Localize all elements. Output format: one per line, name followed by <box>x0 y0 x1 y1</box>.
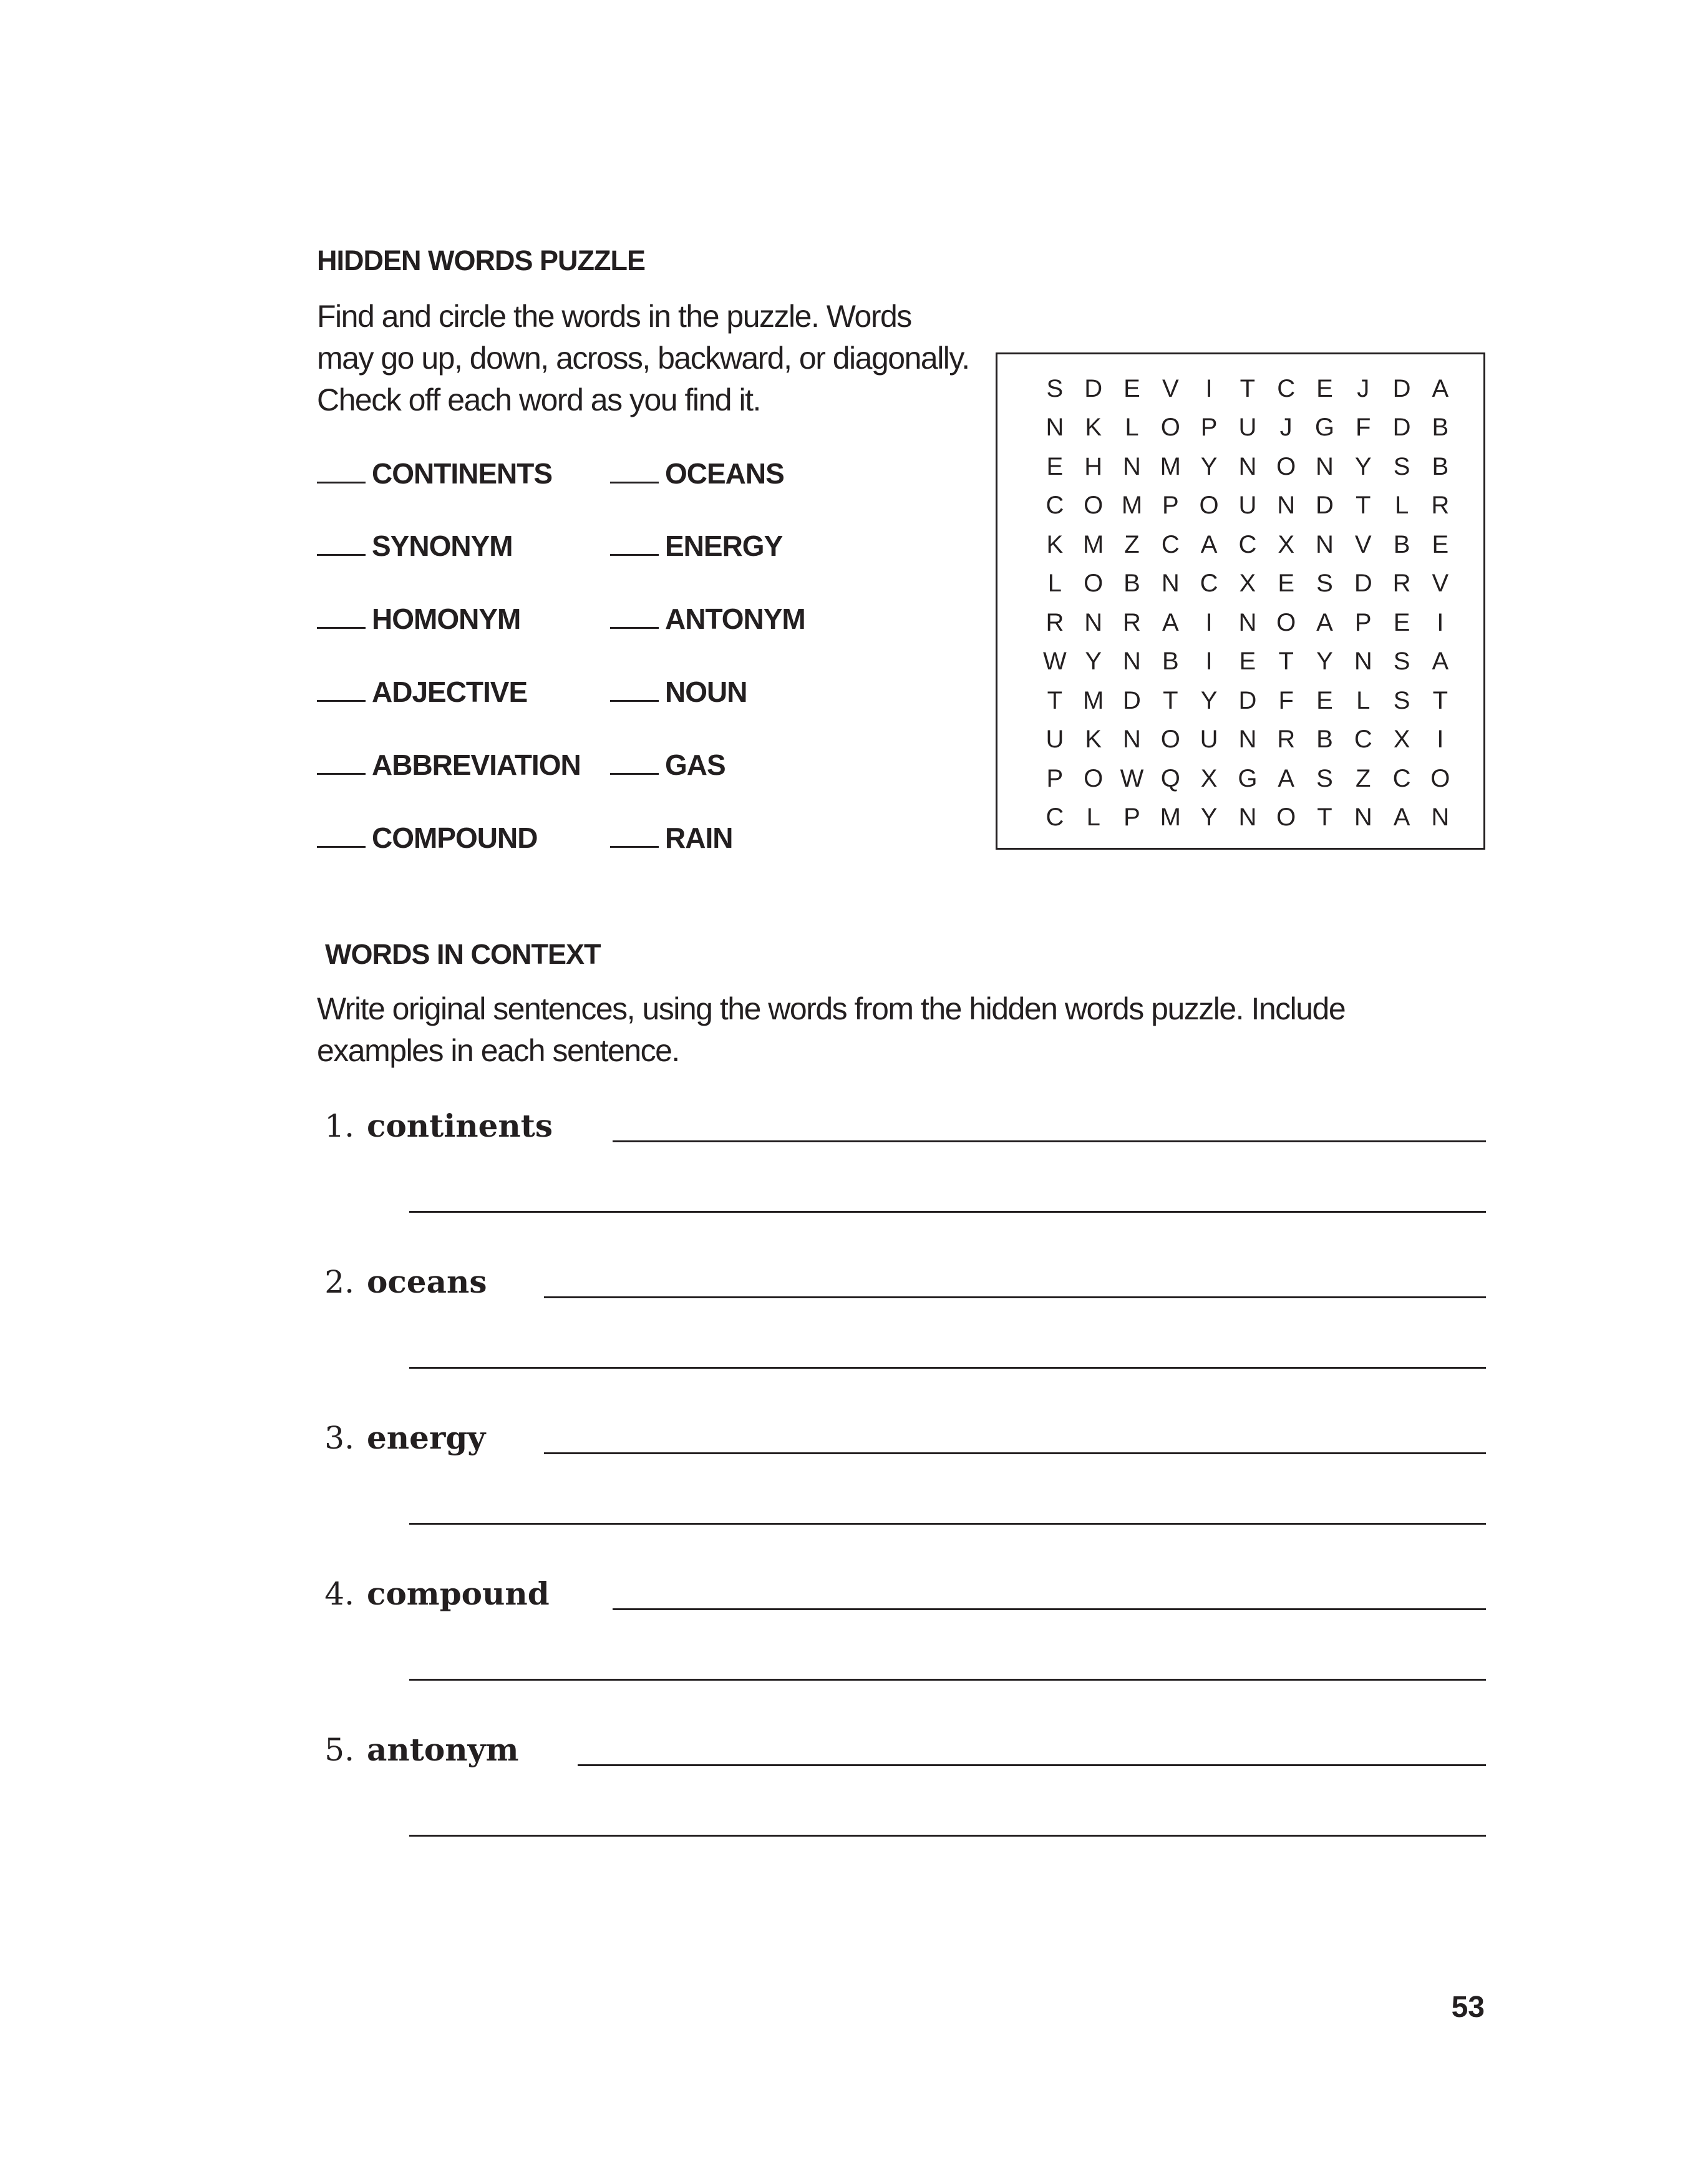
grid-letter[interactable]: D <box>1354 570 1372 598</box>
item-number: 4. <box>324 1576 354 1612</box>
grid-letter[interactable]: X <box>1278 530 1295 558</box>
grid-letter[interactable]: H <box>1084 452 1103 480</box>
grid-row <box>1036 721 1460 760</box>
puzzle-instructions <box>317 296 969 421</box>
grid-letter[interactable]: P <box>1046 764 1064 792</box>
grid-letter[interactable]: N <box>1238 726 1257 754</box>
grid-letter[interactable]: O <box>1084 570 1104 598</box>
grid-letter[interactable]: D <box>1084 374 1103 402</box>
grid-letter[interactable]: W <box>1120 764 1144 792</box>
grid-letter[interactable]: I <box>1437 608 1444 636</box>
checklist-item[interactable]: ABBREVIATION <box>317 748 581 782</box>
word-search-grid <box>996 352 1485 850</box>
checklist-item[interactable]: OCEANS <box>610 457 784 490</box>
grid-letter[interactable]: I <box>1437 726 1444 754</box>
grid-letter[interactable]: T <box>1047 686 1063 714</box>
checklist-item[interactable]: RAIN <box>610 821 732 855</box>
grid-letter[interactable]: D <box>1392 414 1411 442</box>
check-blank[interactable] <box>610 606 659 629</box>
grid-letter[interactable]: F <box>1278 686 1294 714</box>
grid-letter[interactable]: N <box>1046 414 1064 442</box>
grid-letter[interactable]: X <box>1239 570 1256 598</box>
grid-row <box>1036 799 1460 838</box>
checklist-item[interactable]: GAS <box>610 748 725 782</box>
grid-letter[interactable]: F <box>1356 414 1371 442</box>
grid-letter[interactable]: Y <box>1200 804 1218 832</box>
grid-letter[interactable]: B <box>1393 530 1410 558</box>
grid-letter[interactable]: N <box>1084 608 1103 636</box>
grid-letter[interactable]: P <box>1200 414 1218 442</box>
grid-letter[interactable]: G <box>1314 414 1335 442</box>
grid-letter[interactable]: C <box>1046 804 1064 832</box>
item-word: antonym <box>367 1731 519 1768</box>
grid-row <box>1036 487 1460 526</box>
checklist-item[interactable]: ANTONYM <box>610 602 805 636</box>
grid-row <box>1036 369 1460 409</box>
grid-letter[interactable]: Z <box>1124 530 1140 558</box>
instruction-line: Write original sentences, using the words from the hidden words puzzle. Include <box>317 991 1346 1026</box>
check-blank[interactable] <box>610 825 659 848</box>
grid-letter[interactable]: L <box>1047 570 1062 598</box>
grid-letter[interactable]: R <box>1046 608 1064 636</box>
item-number: 1. <box>324 1108 354 1144</box>
grid-letter[interactable]: L <box>1356 686 1371 714</box>
answer-line[interactable] <box>544 1452 1486 1454</box>
grid-letters <box>1036 369 1460 837</box>
answer-line[interactable] <box>578 1764 1486 1766</box>
grid-letter[interactable]: R <box>1392 570 1411 598</box>
grid-letter[interactable]: N <box>1123 726 1141 754</box>
grid-letter[interactable]: N <box>1431 804 1450 832</box>
grid-letter[interactable]: A <box>1432 374 1449 402</box>
context-instructions <box>317 988 1345 1072</box>
grid-letter[interactable]: O <box>1430 764 1450 792</box>
sentence-item <box>308 1419 485 1456</box>
grid-letter[interactable]: I <box>1205 608 1213 636</box>
puzzle-heading: HIDDEN WORDS PUZZLE <box>317 245 645 276</box>
grid-letter[interactable]: O <box>1160 726 1180 754</box>
grid-letter[interactable]: N <box>1238 608 1257 636</box>
grid-letter[interactable]: V <box>1432 570 1449 598</box>
grid-row <box>1036 681 1460 721</box>
grid-letter[interactable]: W <box>1043 648 1067 676</box>
item-word: energy <box>367 1419 486 1456</box>
grid-letter[interactable]: Y <box>1316 648 1333 676</box>
grid-letter[interactable]: M <box>1083 530 1104 558</box>
check-blank[interactable] <box>317 533 366 556</box>
answer-line[interactable] <box>613 1140 1486 1142</box>
check-blank[interactable] <box>610 533 659 556</box>
item-number: 2. <box>324 1264 354 1300</box>
grid-letter[interactable]: S <box>1316 570 1333 598</box>
instruction-line: examples in each sentence. <box>317 1033 679 1068</box>
grid-letter[interactable]: J <box>1279 414 1293 442</box>
grid-letter[interactable]: O <box>1276 452 1296 480</box>
grid-letter[interactable]: V <box>1162 374 1179 402</box>
grid-letter[interactable]: E <box>1316 374 1333 402</box>
grid-letter[interactable]: S <box>1393 686 1410 714</box>
answer-line[interactable] <box>409 1835 1486 1837</box>
grid-letter[interactable]: M <box>1121 492 1143 520</box>
grid-row <box>1036 409 1460 448</box>
grid-letter[interactable]: T <box>1240 374 1256 402</box>
grid-letter[interactable]: N <box>1277 492 1296 520</box>
grid-letter[interactable]: L <box>1394 492 1409 520</box>
grid-letter[interactable]: I <box>1205 374 1213 402</box>
grid-letter[interactable]: U <box>1238 492 1257 520</box>
grid-letter[interactable]: N <box>1316 452 1334 480</box>
grid-letter[interactable]: N <box>1161 570 1180 598</box>
checklist-item[interactable]: HOMONYM <box>317 602 520 636</box>
grid-letter[interactable]: R <box>1123 608 1141 636</box>
grid-letter[interactable]: S <box>1393 648 1410 676</box>
answer-line[interactable] <box>409 1367 1486 1369</box>
grid-row <box>1036 643 1460 682</box>
grid-letter[interactable]: M <box>1160 804 1181 832</box>
grid-letter[interactable]: B <box>1316 726 1333 754</box>
grid-letter[interactable]: D <box>1123 686 1141 714</box>
grid-letter[interactable]: T <box>1278 648 1294 676</box>
grid-letter[interactable]: T <box>1356 492 1371 520</box>
grid-letter[interactable]: N <box>1316 530 1334 558</box>
grid-letter[interactable]: E <box>1316 686 1333 714</box>
grid-letter[interactable]: A <box>1200 530 1218 558</box>
grid-letter[interactable]: U <box>1046 726 1064 754</box>
item-word: oceans <box>367 1263 487 1300</box>
grid-letter[interactable]: O <box>1199 492 1219 520</box>
grid-letter[interactable]: E <box>1278 570 1295 598</box>
checklist-item[interactable]: COMPOUND <box>317 821 537 855</box>
grid-letter[interactable]: E <box>1239 648 1256 676</box>
grid-letter[interactable]: J <box>1357 374 1370 402</box>
grid-letter[interactable]: Y <box>1085 648 1102 676</box>
sentence-item <box>308 1575 550 1612</box>
instruction-line: Check off each word as you find it. <box>317 382 760 417</box>
grid-letter[interactable]: N <box>1123 648 1141 676</box>
grid-letter[interactable]: T <box>1432 686 1448 714</box>
grid-letter[interactable]: N <box>1123 452 1141 480</box>
answer-line[interactable] <box>409 1679 1486 1681</box>
item-number: 3. <box>324 1420 354 1456</box>
grid-letter[interactable]: P <box>1123 804 1140 832</box>
grid-letter[interactable]: K <box>1046 530 1064 558</box>
grid-letter[interactable]: B <box>1432 414 1449 442</box>
check-blank[interactable] <box>317 752 366 775</box>
check-blank[interactable] <box>317 606 366 629</box>
grid-letter[interactable]: R <box>1431 492 1450 520</box>
grid-letter[interactable]: O <box>1084 492 1104 520</box>
grid-letter[interactable]: U <box>1238 414 1257 442</box>
grid-letter[interactable]: N <box>1354 804 1372 832</box>
grid-letter[interactable]: Z <box>1356 764 1371 792</box>
grid-letter[interactable]: C <box>1046 492 1064 520</box>
grid-letter[interactable]: S <box>1393 452 1410 480</box>
check-blank[interactable] <box>610 752 659 775</box>
answer-line[interactable] <box>544 1296 1486 1298</box>
grid-letter[interactable]: S <box>1046 374 1064 402</box>
page-number: 53 <box>1451 1991 1485 2024</box>
checklist-item[interactable]: ADJECTIVE <box>317 675 527 709</box>
grid-letter[interactable]: L <box>1086 804 1100 832</box>
grid-letter[interactable]: I <box>1205 648 1213 676</box>
grid-letter[interactable]: D <box>1392 374 1411 402</box>
grid-letter[interactable]: R <box>1277 726 1296 754</box>
grid-letter[interactable]: S <box>1316 764 1333 792</box>
grid-letter[interactable]: C <box>1161 530 1180 558</box>
checklist-item[interactable]: ENERGY <box>610 529 782 563</box>
grid-letter[interactable]: B <box>1123 570 1140 598</box>
grid-letter[interactable]: B <box>1162 648 1179 676</box>
sentence-item <box>308 1731 519 1768</box>
grid-letter[interactable]: T <box>1317 804 1332 832</box>
grid-letter[interactable]: D <box>1316 492 1334 520</box>
grid-letter[interactable]: A <box>1432 648 1449 676</box>
grid-row <box>1036 603 1460 643</box>
checklist-item[interactable]: CONTINENTS <box>317 457 552 490</box>
grid-letter[interactable]: O <box>1276 804 1296 832</box>
check-blank[interactable] <box>317 825 366 848</box>
item-number: 5. <box>324 1732 354 1768</box>
grid-letter[interactable]: E <box>1123 374 1140 402</box>
grid-letter[interactable]: A <box>1162 608 1179 636</box>
grid-letter[interactable]: E <box>1432 530 1449 558</box>
grid-letter[interactable]: C <box>1392 764 1411 792</box>
grid-letter[interactable]: C <box>1277 374 1296 402</box>
grid-letter[interactable]: B <box>1432 452 1449 480</box>
grid-letter[interactable]: C <box>1354 726 1372 754</box>
grid-letter[interactable]: P <box>1354 608 1372 636</box>
grid-letter[interactable]: K <box>1085 414 1102 442</box>
check-blank[interactable] <box>610 679 659 702</box>
instruction-line: Find and circle the words in the puzzle. Words <box>317 299 911 334</box>
context-heading: WORDS IN CONTEXT <box>325 938 601 970</box>
grid-letter[interactable]: N <box>1238 452 1257 480</box>
grid-letter[interactable]: K <box>1085 726 1102 754</box>
grid-letter[interactable]: N <box>1354 648 1372 676</box>
grid-letter[interactable]: Q <box>1160 764 1180 792</box>
grid-letter[interactable]: V <box>1354 530 1372 558</box>
grid-letter[interactable]: X <box>1200 764 1218 792</box>
check-blank[interactable] <box>610 460 659 483</box>
grid-letter[interactable]: G <box>1238 764 1258 792</box>
grid-letter[interactable]: N <box>1238 804 1257 832</box>
grid-row <box>1036 759 1460 799</box>
grid-letter[interactable]: O <box>1276 608 1296 636</box>
grid-row <box>1036 447 1460 487</box>
grid-letter[interactable]: E <box>1046 452 1064 480</box>
grid-letter[interactable]: M <box>1160 452 1181 480</box>
item-word: continents <box>367 1107 553 1144</box>
checklist-item[interactable]: NOUN <box>610 675 747 709</box>
grid-letter[interactable]: A <box>1316 608 1333 636</box>
grid-letter[interactable]: T <box>1163 686 1178 714</box>
grid-letter[interactable]: Y <box>1354 452 1372 480</box>
grid-letter[interactable]: E <box>1393 608 1410 636</box>
grid-letter[interactable]: Y <box>1200 452 1218 480</box>
check-blank[interactable] <box>317 679 366 702</box>
grid-letter[interactable]: Y <box>1200 686 1218 714</box>
grid-letter[interactable]: C <box>1200 570 1218 598</box>
grid-letter[interactable]: C <box>1238 530 1257 558</box>
grid-letter[interactable]: M <box>1083 686 1104 714</box>
grid-letter[interactable]: L <box>1125 414 1139 442</box>
item-word: compound <box>367 1575 550 1612</box>
answer-line[interactable] <box>409 1523 1486 1525</box>
sentence-item <box>308 1107 553 1144</box>
grid-letter[interactable]: U <box>1200 726 1218 754</box>
grid-letter[interactable]: P <box>1162 492 1179 520</box>
instruction-line: may go up, down, across, backward, or diagonally. <box>317 341 969 376</box>
grid-letter[interactable]: A <box>1278 764 1295 792</box>
grid-letter[interactable]: X <box>1393 726 1410 754</box>
grid-letter[interactable]: D <box>1238 686 1257 714</box>
grid-row <box>1036 525 1460 565</box>
sentence-item <box>308 1263 487 1300</box>
checklist-item[interactable]: SYNONYM <box>317 529 513 563</box>
answer-line[interactable] <box>409 1211 1486 1213</box>
grid-row <box>1036 565 1460 604</box>
grid-letter[interactable]: O <box>1084 764 1104 792</box>
check-blank[interactable] <box>317 460 366 483</box>
answer-line[interactable] <box>613 1608 1486 1610</box>
grid-letter[interactable]: A <box>1393 804 1410 832</box>
grid-letter[interactable]: O <box>1160 414 1180 442</box>
